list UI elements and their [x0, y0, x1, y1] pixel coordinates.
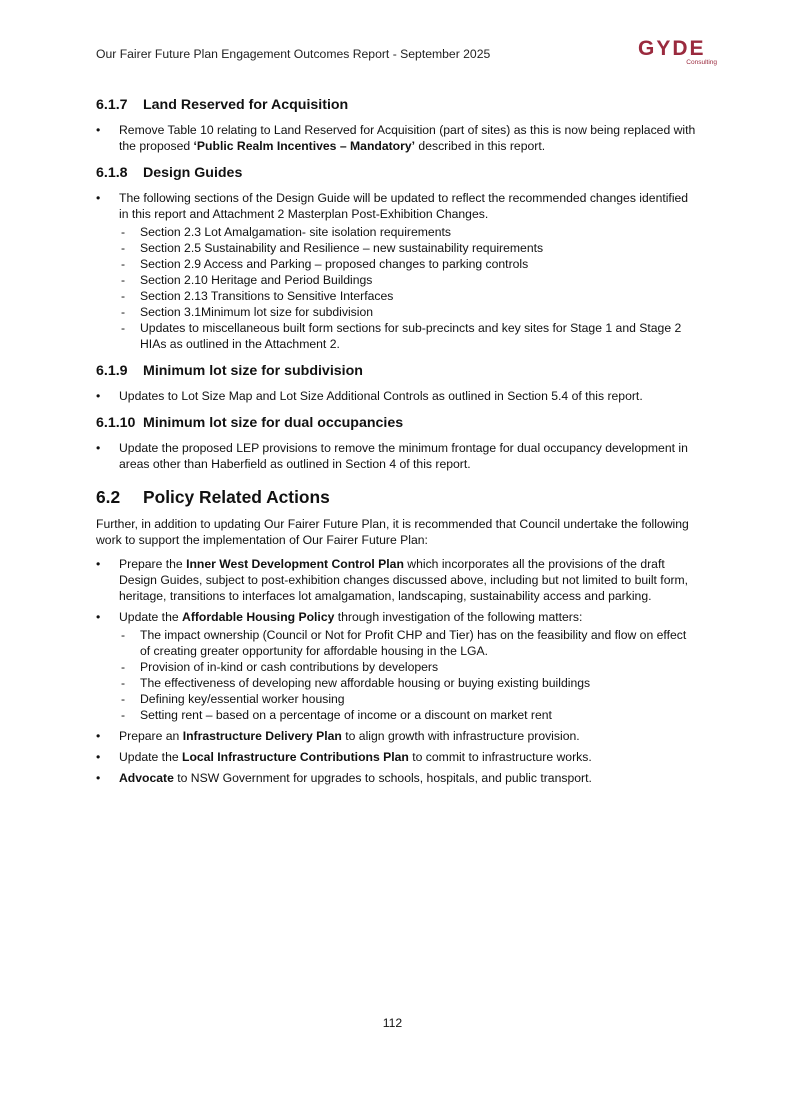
bullet-glyph: •: [96, 191, 101, 205]
dash-text: Setting rent – based on a percentage of income or a discount on market rent: [140, 708, 552, 722]
bullet-glyph: •: [96, 610, 101, 624]
dash-item: [119, 288, 696, 304]
section-heading: [96, 96, 696, 114]
section-title: Minimum lot size for dual occupancies: [143, 415, 404, 431]
bullet-list: [96, 388, 696, 404]
bullet-text: to align growth with infrastructure provision.: [341, 729, 580, 743]
section-number: 6.1.9: [96, 363, 128, 379]
bullet-text: which incorporates all the provisions of the draft Design Guides, subject to post-exhibition changes discussed above, including but not limited to built form, heritage, transitions to interfaces lot amalgamation, landscaping, sustainability access and parking.: [119, 557, 689, 603]
dash-item: [119, 627, 696, 659]
bullet-text: Update the proposed LEP provisions to remove the minimum frontage for dual occupancy development in areas other than Haberfield as outlined in Section 4 of this report.: [119, 441, 688, 471]
dash-item: [119, 256, 696, 272]
dash-item: [119, 304, 696, 320]
bullet-item: [96, 749, 696, 765]
section-number: 6.1.7: [96, 97, 128, 113]
bullet-bold-text: Advocate: [119, 771, 174, 785]
dash-glyph: -: [121, 289, 126, 303]
bullet-list: [96, 556, 696, 786]
section-6-1-8: [96, 164, 696, 352]
bullet-text: Update the: [119, 610, 183, 624]
bullet-text: Prepare the: [119, 557, 187, 571]
dash-text: The effectiveness of developing new affordable housing or buying existing buildings: [140, 676, 591, 690]
dash-item: [119, 240, 696, 256]
section-title: Design Guides: [143, 165, 243, 181]
bullet-item: [96, 388, 696, 404]
bullet-text: Update the: [119, 750, 183, 764]
bullet-item: [96, 770, 696, 786]
document-body: [96, 96, 696, 796]
bullet-bold-text: Infrastructure Delivery Plan: [182, 729, 342, 743]
dash-text: Section 2.9 Access and Parking – proposed changes to parking controls: [140, 257, 529, 271]
section-title: Policy Related Actions: [143, 487, 330, 507]
dash-glyph: -: [121, 628, 126, 642]
dash-text: Section 2.10 Heritage and Period Buildings: [140, 273, 373, 287]
bullet-text: Updates to Lot Size Map and Lot Size Additional Controls as outlined in Section 5.4 of this report.: [119, 389, 643, 403]
section-heading: [96, 164, 696, 182]
section-title: Land Reserved for Acquisition: [143, 97, 349, 113]
bullet-bold-text: Inner West Development Control Plan: [186, 557, 404, 571]
dash-text: Section 2.13 Transitions to Sensitive Interfaces: [140, 289, 394, 303]
bullet-glyph: •: [96, 729, 101, 743]
bullet-text: to commit to infrastructure works.: [408, 750, 592, 764]
bullet-item: [96, 556, 696, 604]
logo-subtitle: Consulting: [686, 59, 717, 66]
section-number: 6.1.8: [96, 165, 128, 181]
dash-glyph: -: [121, 660, 126, 674]
bullet-text: to NSW Government for upgrades to schools, hospitals, and public transport.: [173, 771, 592, 785]
bullet-item: [96, 190, 696, 352]
dash-text: Defining key/essential worker housing: [140, 692, 345, 706]
bullet-list: [96, 190, 696, 352]
bullet-text: Remove Table 10 relating to Land Reserved for Acquisition (part of sites) as this is now being replaced with the proposed: [119, 123, 696, 153]
bullet-glyph: •: [96, 389, 101, 403]
dash-glyph: -: [121, 257, 126, 271]
bullet-glyph: •: [96, 771, 101, 785]
dash-item: [119, 691, 696, 707]
bullet-text: described in this report.: [415, 139, 546, 153]
section-6-1-7: [96, 96, 696, 154]
bullet-bold-text: ‘Public Realm Incentives – Mandatory’: [193, 139, 416, 153]
dash-glyph: -: [121, 321, 126, 335]
dash-text: The impact ownership (Council or Not for Profit CHP and Tier) has on the feasibility and flow on effect of creating greater opportunity for affordable housing in the LGA.: [140, 628, 687, 658]
dash-text: Section 3.1Minimum lot size for subdivision: [140, 305, 374, 319]
bullet-text: Prepare an: [119, 729, 183, 743]
bullet-glyph: •: [96, 441, 101, 455]
dash-text: Updates to miscellaneous built form sections for sub-precincts and key sites for Stage 1 and Stage 2 HIAs as outlined in the Attachment 2.: [140, 321, 682, 351]
dash-text: Section 2.5 Sustainability and Resilience – new sustainability requirements: [140, 241, 544, 255]
section-heading: [96, 414, 696, 432]
bullet-item: [96, 440, 696, 472]
bullet-item: [96, 609, 696, 723]
bullet-bold-text: Affordable Housing Policy: [182, 610, 335, 624]
dash-glyph: -: [121, 676, 126, 690]
dash-glyph: -: [121, 241, 126, 255]
logo-wordmark: GYDE: [638, 37, 706, 60]
section-number: 6.2: [96, 487, 121, 507]
bullet-glyph: •: [96, 750, 101, 764]
dash-glyph: -: [121, 225, 126, 239]
dash-glyph: -: [121, 708, 126, 722]
dash-item: [119, 320, 696, 352]
page-number: 112: [382, 1016, 403, 1030]
bullet-glyph: •: [96, 123, 101, 137]
report-header-title: Our Fairer Future Plan Engagement Outcomes Report - September 2025: [96, 47, 491, 61]
dash-text: Provision of in-kind or cash contributions by developers: [140, 660, 439, 674]
bullet-bold-text: Local Infrastructure Contributions Plan: [182, 750, 409, 764]
dash-item: [119, 707, 696, 723]
dash-list: [119, 224, 696, 352]
section-title: Minimum lot size for subdivision: [143, 363, 363, 379]
dash-glyph: -: [121, 305, 126, 319]
dash-text: Section 2.3 Lot Amalgamation- site isolation requirements: [140, 225, 451, 239]
dash-item: [119, 659, 696, 675]
section-intro: Further, in addition to updating Our Fairer Future Plan, it is recommended that Council undertake the following work to support the implementation of Our Fairer Future Plan:: [96, 517, 689, 547]
section-6-2: [96, 486, 696, 786]
bullet-glyph: •: [96, 557, 101, 571]
section-number: 6.1.10: [96, 415, 136, 431]
gyde-consulting-logo: [638, 38, 726, 68]
dash-glyph: -: [121, 273, 126, 287]
bullet-text: through investigation of the following matters:: [334, 610, 583, 624]
dash-list: [119, 627, 696, 723]
dash-item: [119, 224, 696, 240]
dash-item: [119, 272, 696, 288]
section-heading: [96, 486, 696, 508]
section-heading: [96, 362, 696, 380]
bullet-item: [96, 122, 696, 154]
section-6-1-9: [96, 362, 696, 404]
section-6-1-10: [96, 414, 696, 472]
bullet-text: The following sections of the Design Guide will be updated to reflect the recommended changes identified in this report and Attachment 2 Masterplan Post-Exhibition Changes.: [119, 191, 689, 221]
bullet-item: [96, 728, 696, 744]
bullet-list: [96, 440, 696, 472]
bullet-list: [96, 122, 696, 154]
dash-glyph: -: [121, 692, 126, 706]
dash-item: [119, 675, 696, 691]
